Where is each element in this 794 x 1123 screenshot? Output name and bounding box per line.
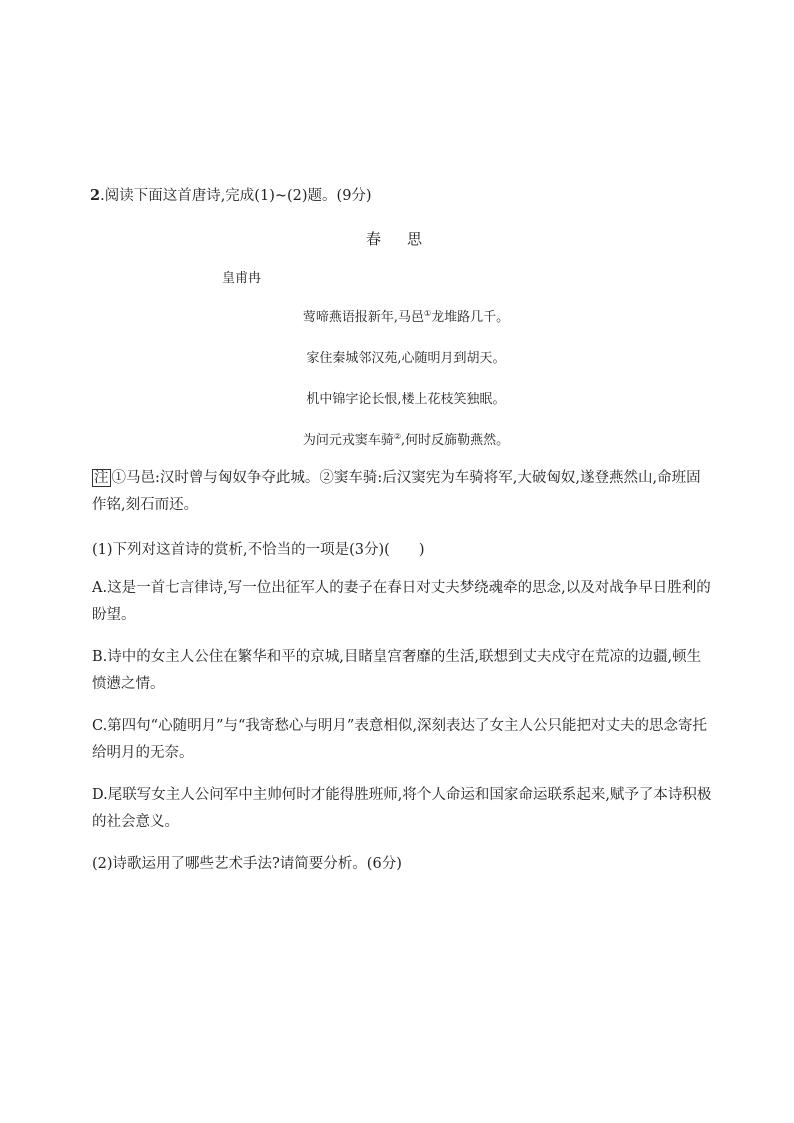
annotation-tag: 注 xyxy=(94,470,109,486)
option-b: B.诗中的女主人公住在繁华和平的京城,目睹皇宫奢靡的生活,联想到丈夫戍守在荒凉的边疆,顿生愤懑之情。 xyxy=(92,649,702,692)
footnote-mark-1: ① xyxy=(423,309,432,318)
poem-line-3 xyxy=(0,388,794,407)
question-heading xyxy=(90,184,372,205)
sub-question-2: (2)诗歌运用了哪些艺术手法?请简要分析。(6分) xyxy=(92,856,402,872)
poem-line-4 xyxy=(0,429,794,448)
footnote-mark-2: ② xyxy=(393,432,402,441)
sub-question-1: (1)下列对这首诗的赏析,不恰当的一项是(3分)( ) xyxy=(92,542,425,558)
poem-annotation xyxy=(92,465,712,519)
poem-line-3-text: 机中锦字论长恨,楼上花枝笑独眠。 xyxy=(306,392,506,407)
poem-line-1-text-end: 龙堆路几千。 xyxy=(431,310,510,325)
poem-line-1 xyxy=(0,306,794,325)
option-c: C.第四句“心随明月”与“我寄愁心与明月”表意相似,深刻表达了女主人公只能把对丈夫的思念寄托给明月的无奈。 xyxy=(92,718,707,761)
option-d: D.尾联写女主人公问军中主帅何时才能得胜班师,将个人命运和国家命运联系起来,赋予了本诗积极的社会意义。 xyxy=(92,787,712,830)
poem-author: 皇甫冉 xyxy=(222,271,262,286)
question-number: 2 xyxy=(90,187,101,204)
poem-line-4-text: 为问元戎窦车骑 xyxy=(302,433,394,448)
option-a: A.这是一首七言律诗,写一位出征军人的妻子在春日对丈夫梦绕魂牵的思念,以及对战争早日胜利的盼望。 xyxy=(92,580,711,623)
poem-line-2 xyxy=(0,347,794,366)
poem-line-2-text: 家住秦城邻汉苑,心随明月到胡天。 xyxy=(306,351,506,366)
annotation-text: ①马邑:汉时曾与匈奴争夺此城。②窦车骑:后汉窦宪为车骑将军,大破匈奴,遂登燕然山,命班固作铭,刻石而还。 xyxy=(92,470,701,513)
poem-line-1-text: 莺啼燕语报新年,马邑 xyxy=(302,310,424,325)
poem-line-4-text-end: ,何时反旆勒燕然。 xyxy=(401,433,510,448)
poem-title: 春思 xyxy=(366,230,449,248)
question-instruction: .阅读下面这首唐诗,完成(1)~(2)题。(9分) xyxy=(100,188,372,204)
